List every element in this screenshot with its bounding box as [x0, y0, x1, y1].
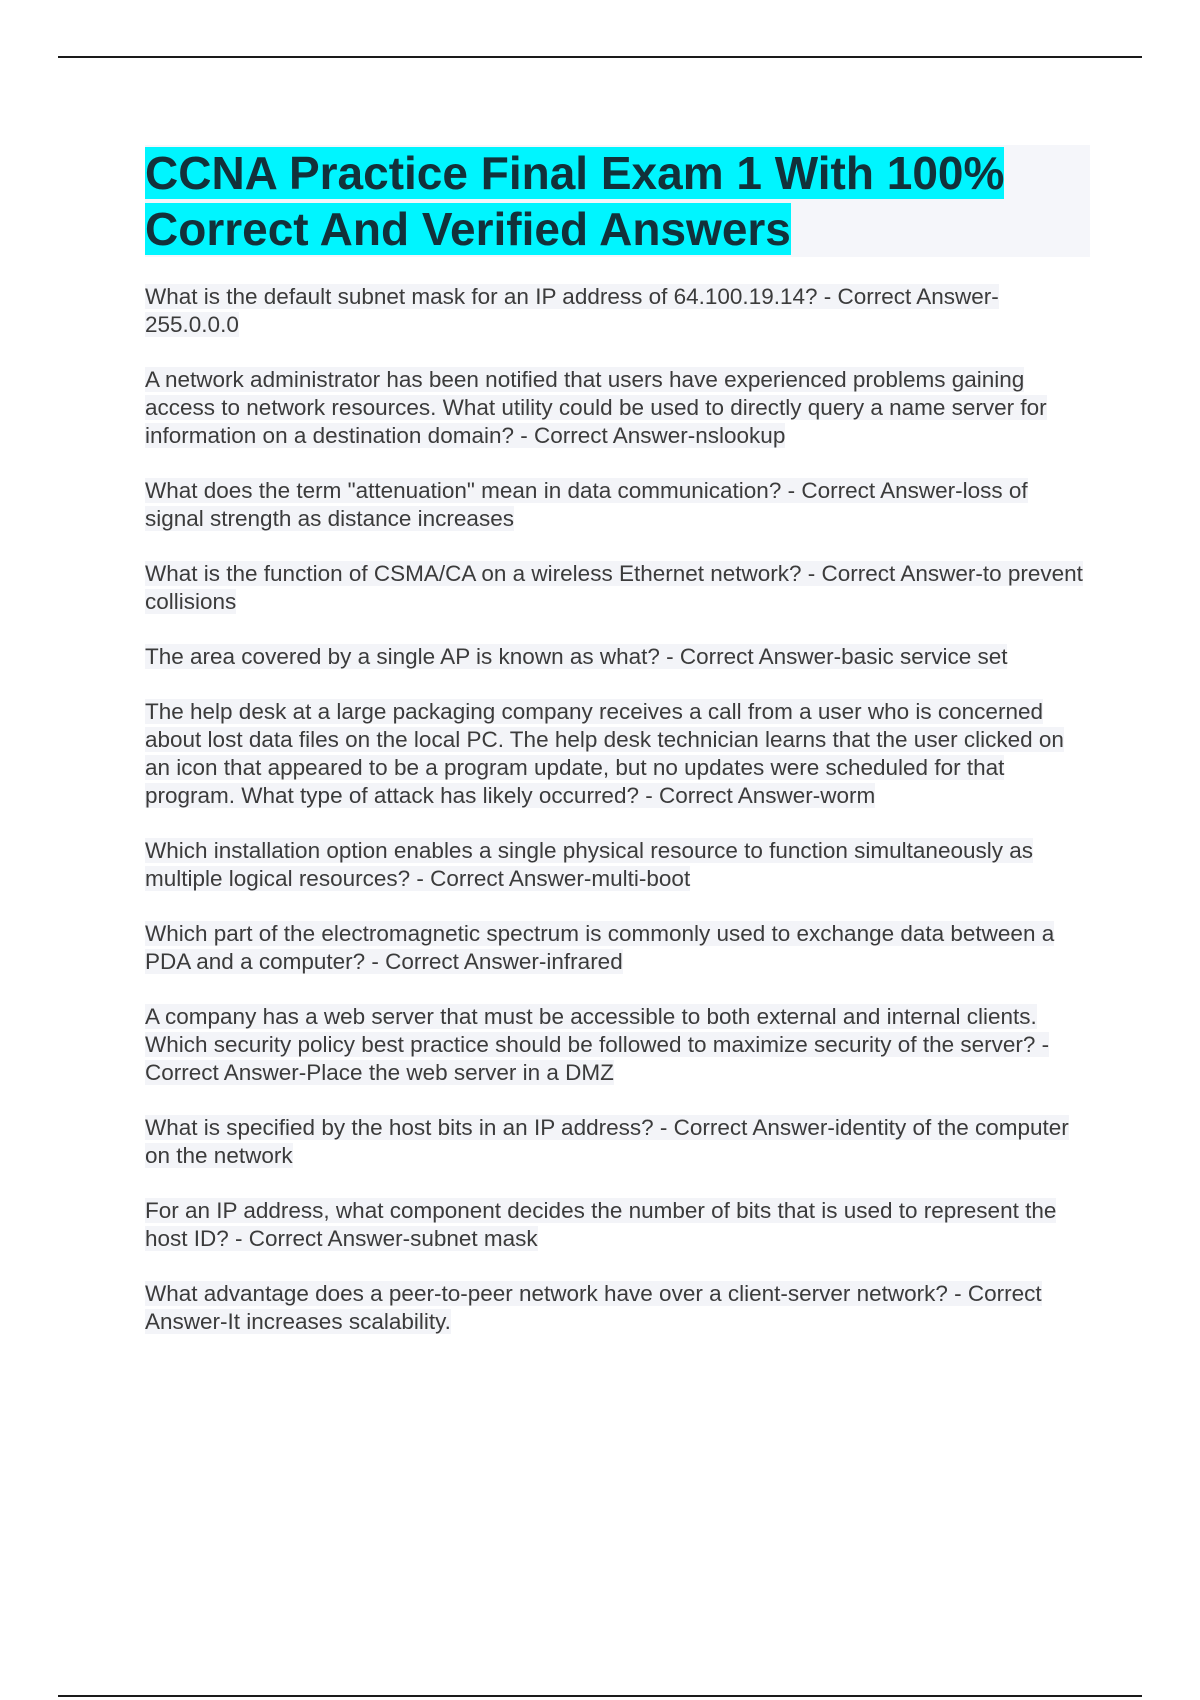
qa-text: Which part of the electromagnetic spectrum is commonly used to exchange data between a PDA and a computer? - Correct Answer-infrared: [145, 921, 1055, 974]
qa-item: [145, 283, 1090, 339]
qa-item: [145, 477, 1090, 533]
qa-item: [145, 920, 1090, 976]
qa-item: [145, 698, 1090, 810]
qa-text: Which installation option enables a single physical resource to function simultaneously as multiple logical resources? - Correct Answer-multi-boot: [145, 838, 1033, 891]
qa-text: A network administrator has been notified that users have experienced problems gaining access to network resources. What utility could be used to directly query a name server for information on a destination domain? - Correct Answer-nslookup: [145, 367, 1047, 448]
document-body: [145, 145, 1090, 1363]
qa-text: The area covered by a single AP is known as what? - Correct Answer-basic service set: [145, 644, 1008, 669]
qa-item: [145, 837, 1090, 893]
qa-text: What is specified by the host bits in an IP address? - Correct Answer-identity of the computer on the network: [145, 1115, 1069, 1168]
qa-item: [145, 1197, 1090, 1253]
qa-item: [145, 366, 1090, 450]
qa-text: What advantage does a peer-to-peer network have over a client-server network? - Correct Answer-It increases scalability.: [145, 1281, 1042, 1334]
qa-item: [145, 1003, 1090, 1087]
qa-item: [145, 643, 1090, 671]
qa-text: What is the default subnet mask for an IP address of 64.100.19.14? - Correct Answer-255.0.0.0: [145, 284, 999, 337]
qa-list: [145, 283, 1090, 1336]
document-title-text: CCNA Practice Final Exam 1 With 100% Correct And Verified Answers: [145, 147, 1005, 255]
qa-text: A company has a web server that must be accessible to both external and internal clients. Which security policy best practice should be followed to maximize security of the server? - Correct Answer-Place the web server in a DMZ: [145, 1004, 1050, 1085]
qa-text: What is the function of CSMA/CA on a wireless Ethernet network? - Correct Answer-to prevent collisions: [145, 561, 1083, 614]
qa-text: The help desk at a large packaging company receives a call from a user who is concerned about lost data files on the local PC. The help desk technician learns that the user clicked on an icon that appeared to be a program update, but no updates were scheduled for that program. What type of attack has likely occurred? - Correct Answer-worm: [145, 699, 1064, 808]
qa-text: For an IP address, what component decides the number of bits that is used to represent the host ID? - Correct Answer-subnet mask: [145, 1198, 1057, 1251]
qa-text: What does the term "attenuation" mean in data communication? - Correct Answer-loss of signal strength as distance increases: [145, 478, 1028, 531]
document-title: [145, 145, 1090, 257]
qa-item: [145, 560, 1090, 616]
bottom-rule: [58, 1695, 1142, 1697]
title-block: [145, 145, 1090, 257]
qa-item: [145, 1114, 1090, 1170]
top-rule: [58, 56, 1142, 58]
qa-item: [145, 1280, 1090, 1336]
